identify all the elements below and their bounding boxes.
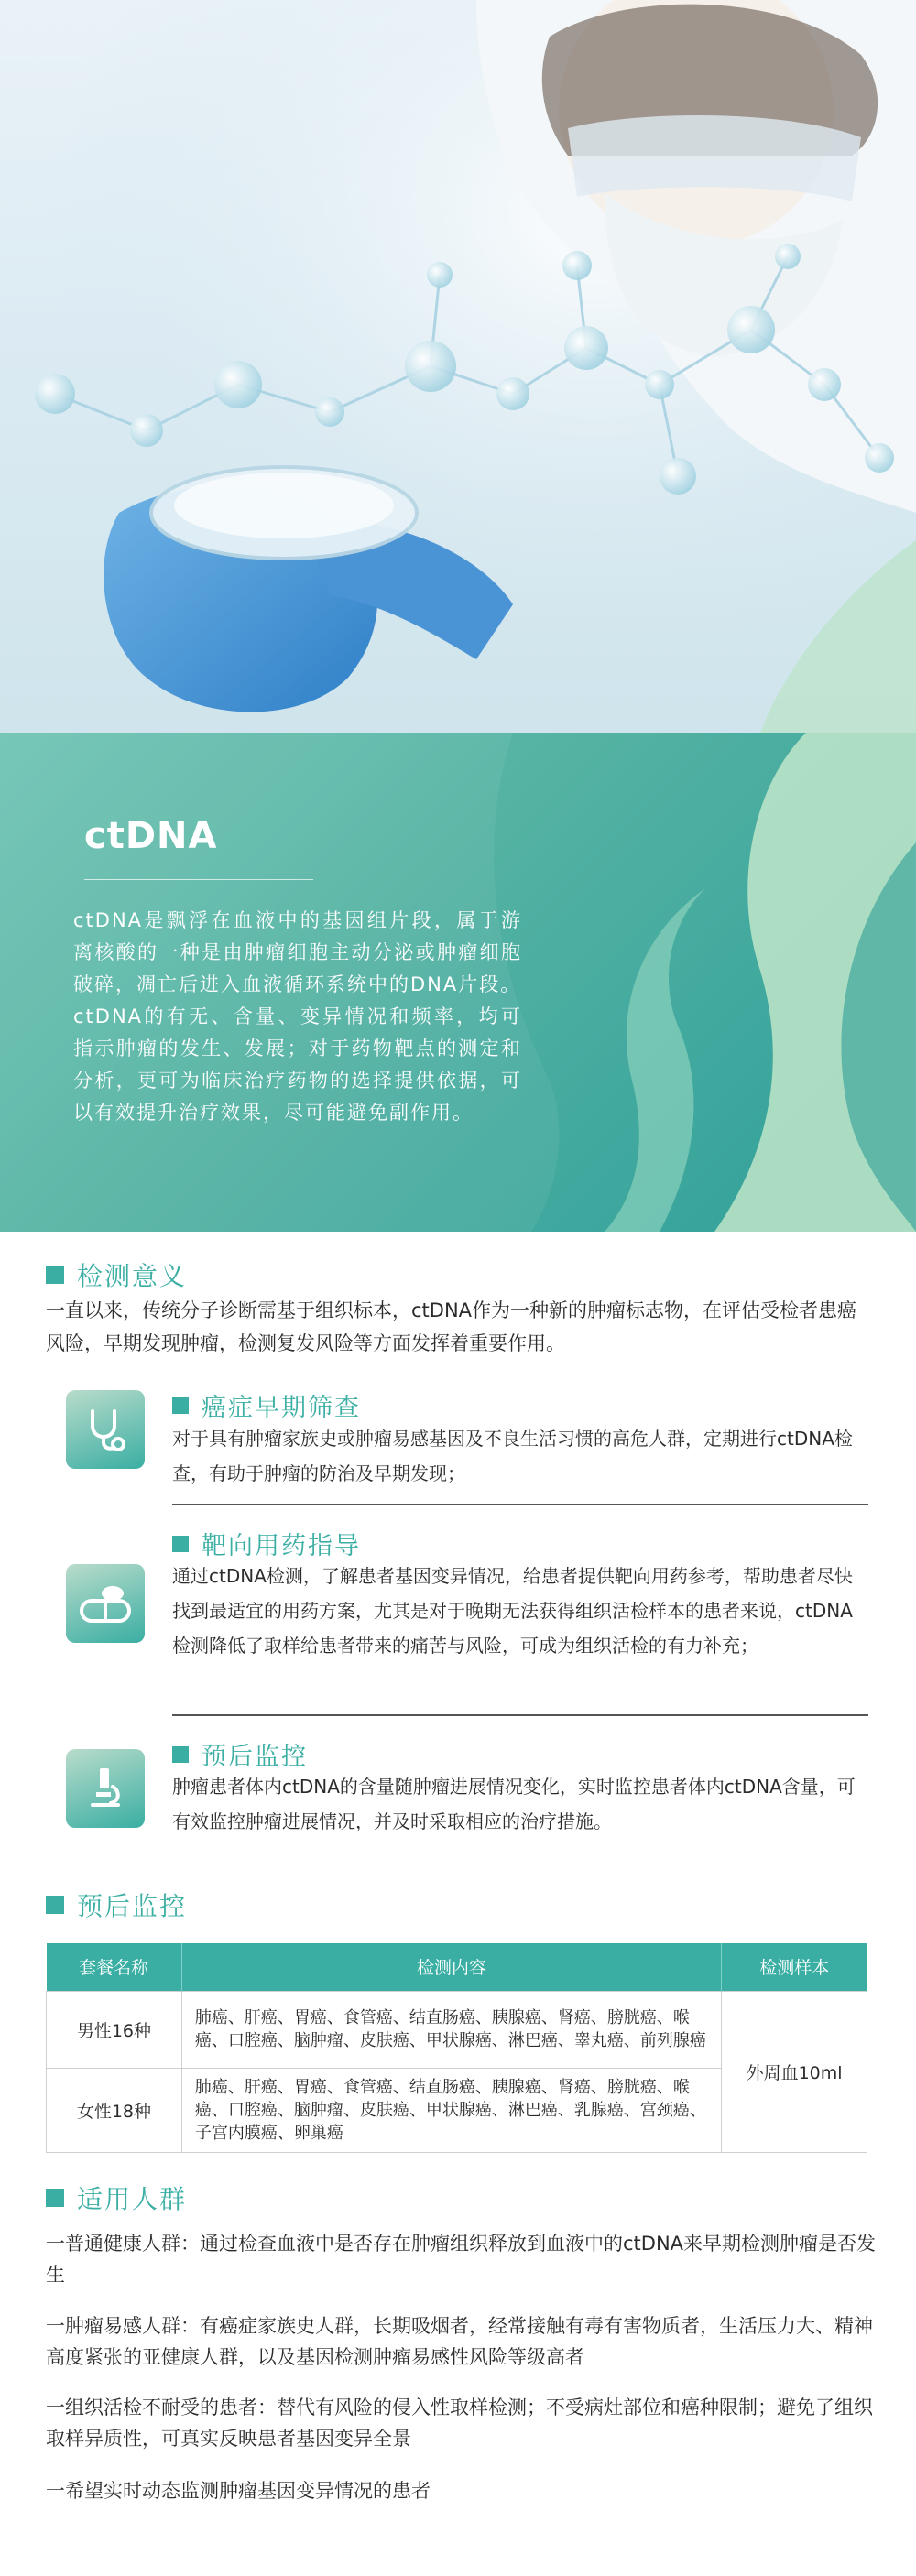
package-name: 男性16种 — [47, 1991, 182, 2068]
intro-paragraph-2: ctDNA的有无、含量、变异情况和频率，均可指示肿瘤的发生、发展；对于药物靶点的测定和分析，更可为临床治疗药物的选择提供依据，可以有效提升治疗效果，尽可能避免副作用。 — [73, 1005, 522, 1124]
feature-text-screening: 对于具有肿瘤家族史或肿瘤易感基因及不良生活习惯的高危人群，定期进行ctDNA检查，有助于肿瘤的防治及早期发现； — [172, 1428, 853, 1484]
intro-text — [73, 905, 522, 1129]
heading-square-marker — [172, 1397, 189, 1414]
package-sample: 外周血10ml — [722, 1991, 867, 2152]
stethoscope-icon — [66, 1390, 145, 1469]
microscope-icon — [66, 1749, 145, 1828]
audience-item: 一组织活检不耐受的患者：替代有风险的侵入性取样检测；不受病灶部位和癌种限制；避免了组织取样异质性，可真实反映患者基因变异全景 — [46, 2397, 873, 2450]
feature-text-prognosis: 肿瘤患者体内ctDNA的含量随肿瘤进展情况变化，实时监控患者体内ctDNA含量，可有效监控肿瘤进展情况，并及时采取相应的治疗措施。 — [172, 1776, 856, 1832]
section-title: 预后监控 — [77, 1891, 188, 1921]
package-content: 肺癌、肝癌、胃癌、食管癌、结直肠癌、胰腺癌、肾癌、膀胱癌、喉癌、口腔癌、脑肿瘤、皮肤癌、甲状腺癌、淋巴癌、睾丸癌、前列腺癌 — [181, 1991, 721, 2068]
audience-item: 一肿瘤易感人群：有癌症家族史人群，长期吸烟者，经常接触有毒有害物质者，生活压力大、精神高度紧张的亚健康人群，以及基因检测肿瘤易感性风险等级高者 — [46, 2315, 873, 2368]
feature-text-targeted: 通过ctDNA检测，了解患者基因变异情况，给患者提供靶向用药参考，帮助患者尽快找到最适宜的用药方案，尤其是对于晚期无法获得组织活检样本的患者来说，ctDNA检测降低了取样给患者带来的痛苦与风险，可成为组织活检的有力补充； — [172, 1565, 853, 1657]
intro-paragraph-1: ctDNA是飘浮在血液中的基因组片段，属于游离核酸的一种是由肿瘤细胞主动分泌或肿瘤细胞破碎，凋亡后进入血液循环系统中的DNA片段。 — [73, 909, 522, 995]
feature-divider — [172, 1714, 868, 1716]
heading-square-marker — [46, 1266, 64, 1284]
package-name: 女性18种 — [47, 2068, 182, 2152]
hero-image — [0, 0, 916, 733]
feature-title-targeted — [172, 1526, 361, 1561]
column-header-sample: 检测样本 — [722, 1943, 867, 1991]
table-row — [47, 1991, 867, 2068]
significance-text: 一直以来，传统分子诊断需基于组织标本，ctDNA作为一种新的肿瘤标志物，在评估受检者患癌风险，早期发现肿瘤，检测复发风险等方面发挥着重要作用。 — [46, 1299, 857, 1354]
lab-scene-illustration — [0, 0, 916, 733]
pill-icon — [66, 1564, 145, 1643]
feature-title-text: 靶向用药指导 — [202, 1532, 361, 1560]
section-significance-heading — [46, 1256, 187, 1293]
feature-title-prognosis — [172, 1736, 308, 1772]
feature-title-text: 癌症早期筛查 — [202, 1394, 361, 1422]
table-header-row — [47, 1943, 867, 1991]
heading-square-marker — [46, 1896, 64, 1914]
feature-title-screening — [172, 1387, 361, 1423]
audience-item: 一希望实时动态监测肿瘤基因变异情况的患者 — [46, 2480, 431, 2502]
package-table — [46, 1943, 867, 2153]
intro-band — [0, 733, 916, 1232]
audience-item: 一普通健康人群：通过检查血液中是否存在肿瘤组织释放到血液中的ctDNA来早期检测肿瘤是否发生 — [46, 2233, 877, 2286]
section-title: 适用人群 — [77, 2184, 188, 2214]
section-packages-heading — [46, 1886, 187, 1923]
column-header-content: 检测内容 — [181, 1943, 721, 1991]
section-title: 检测意义 — [77, 1261, 188, 1291]
package-content: 肺癌、肝癌、胃癌、食管癌、结直肠癌、胰腺癌、肾癌、膀胱癌、喉癌、口腔癌、脑肿瘤、皮肤癌、甲状腺癌、淋巴癌、乳腺癌、宫颈癌、子宫内膜癌、卵巢癌 — [181, 2068, 721, 2152]
heading-square-marker — [172, 1746, 189, 1763]
feature-divider — [172, 1504, 868, 1505]
feature-title-text: 预后监控 — [202, 1743, 308, 1771]
intro-divider — [84, 879, 313, 880]
intro-title: ctDNA — [84, 815, 218, 857]
section-audience-heading — [46, 2179, 187, 2216]
heading-square-marker — [46, 2189, 64, 2207]
heading-square-marker — [172, 1536, 189, 1552]
column-header-package: 套餐名称 — [47, 1943, 182, 1991]
